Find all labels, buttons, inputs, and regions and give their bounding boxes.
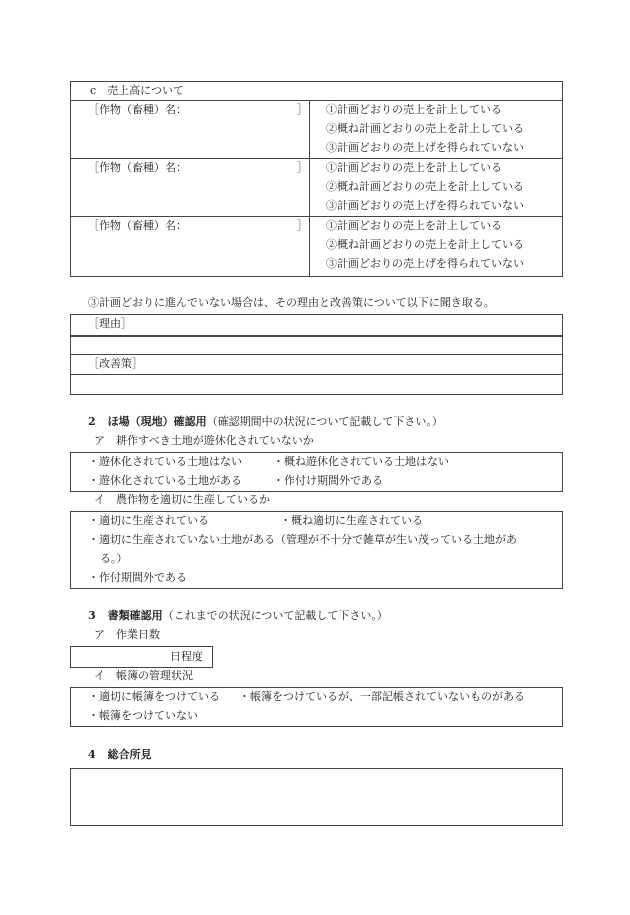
sales-option-2-3[interactable]: ③計画どおりの売上げを得られていない — [326, 199, 524, 212]
section2-number: 2 — [88, 415, 96, 428]
improvement-field[interactable] — [71, 375, 562, 394]
production-option-improper-cont: る。） — [100, 552, 128, 565]
sales-option-3-3[interactable]: ③計画どおりの売上げを得られていない — [326, 257, 524, 270]
section3-number: 3 — [88, 609, 96, 622]
crop-name-label-1: ［作物（畜種）名： — [88, 103, 187, 116]
crop-name-label-2: ［作物（畜種）名： — [88, 161, 187, 174]
crop-name-close-3: ］ — [297, 219, 308, 232]
overall-findings-field[interactable] — [70, 768, 563, 826]
sales-option-3-2[interactable]: ②概ね計画どおりの売上を計上している — [326, 238, 524, 251]
section3-title: 書類確認用 — [107, 609, 163, 622]
section2-heading — [88, 415, 443, 429]
idle-option-exists[interactable]: ・遊休化されている土地がある — [88, 474, 242, 487]
crop-name-close-2: ］ — [297, 161, 308, 174]
sales-option-1-1[interactable]: ①計画どおりの売上を計上している — [326, 103, 502, 116]
reason-label: ［理由］ — [88, 317, 132, 330]
sales-option-1-2[interactable]: ②概ね計画どおりの売上を計上している — [326, 122, 524, 135]
ledger-option-partial[interactable]: ・帳簿をつけているが、一部記帳されていないものがある — [239, 690, 525, 703]
crop-name-close-1: ］ — [297, 103, 308, 116]
idle-option-none[interactable]: ・遊休化されている土地はない — [88, 455, 242, 468]
section3-heading — [88, 609, 388, 623]
section3-note: （これまでの状況について記載して下さい。） — [162, 609, 388, 622]
work-days-unit: 日程度 — [170, 650, 203, 663]
idle-option-off-season[interactable]: ・作付け期間外である — [273, 474, 383, 487]
idle-option-mostly-none[interactable]: ・概ね遊休化されている土地はない — [273, 455, 449, 468]
sales-heading: c 売上高について — [90, 84, 184, 97]
production-option-proper[interactable]: ・適切に生産されている — [88, 514, 209, 527]
section2-a-title: ア 耕作すべき土地が遊休化されていないか — [94, 434, 314, 447]
sales-option-2-2[interactable]: ②概ね計画どおりの売上を計上している — [326, 180, 524, 193]
sales-option-2-1[interactable]: ①計画どおりの売上を計上している — [326, 161, 502, 174]
section4-number: 4 — [88, 748, 96, 761]
production-option-off-season[interactable]: ・作付期間外である — [88, 571, 187, 584]
section2-note: （確認期間中の状況について記載して下さい。） — [206, 415, 443, 428]
production-option-mostly-proper[interactable]: ・概ね適切に生産されている — [280, 514, 423, 527]
section4-title: 総合所見 — [107, 748, 152, 761]
production-option-improper[interactable]: ・適切に生産されていない土地がある（管理が不十分で雑草が生い茂っている土地があ — [88, 533, 517, 546]
sales-option-3-1[interactable]: ①計画どおりの売上を計上している — [326, 219, 502, 232]
reason-note: ③計画どおりに進んでいない場合は、その理由と改善策について以下に聞き取る。 — [88, 296, 495, 309]
reason-field[interactable] — [71, 337, 562, 353]
section4-heading — [88, 748, 152, 762]
section2-title: ほ場（現地）確認用 — [107, 415, 207, 428]
improvement-label: ［改善策］ — [88, 357, 143, 370]
ledger-option-proper[interactable]: ・適切に帳簿をつけている — [88, 690, 220, 703]
sales-option-1-3[interactable]: ③計画どおりの売上げを得られていない — [326, 141, 524, 154]
section3-i-title: イ 帳簿の管理状況 — [94, 669, 193, 682]
section2-i-title: イ 農作物を適切に生産しているか — [94, 493, 270, 506]
section3-a-title: ア 作業日数 — [94, 628, 160, 641]
ledger-option-none[interactable]: ・帳簿をつけていない — [88, 709, 198, 722]
crop-name-label-3: ［作物（畜種）名： — [88, 219, 187, 232]
